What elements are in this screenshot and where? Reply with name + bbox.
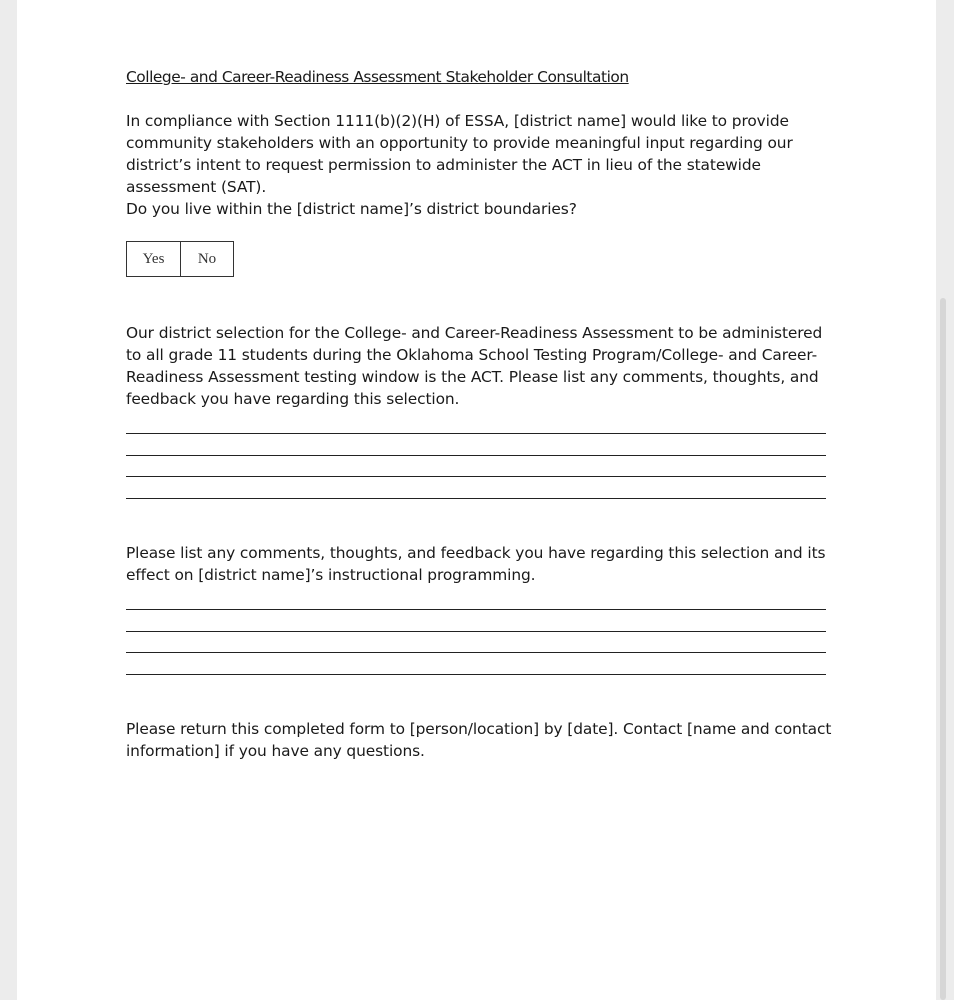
- no-option[interactable]: No: [180, 241, 234, 277]
- response-line[interactable]: [126, 434, 826, 456]
- response-line[interactable]: [126, 412, 826, 434]
- effect-prompt: Please list any comments, thoughts, and feedback you have regarding this selection and its effect on [district name]’s instructional programming.: [126, 544, 826, 584]
- yes-option[interactable]: Yes: [126, 241, 181, 277]
- response-line[interactable]: [126, 477, 826, 499]
- boundary-question: Do you live within the [district name]’s district boundaries?: [126, 200, 577, 218]
- selection-response-lines: [126, 412, 826, 499]
- return-instructions: Please return this completed form to [person/location] by [date]. Contact [name and contact information] if you have any questions.: [126, 720, 832, 760]
- effect-response-lines: [126, 588, 826, 675]
- response-line[interactable]: [126, 653, 826, 675]
- scrollbar-thumb[interactable]: [940, 298, 946, 1000]
- vertical-scrollbar[interactable]: [938, 0, 948, 1000]
- selection-prompt: Our district selection for the College- and Career-Readiness Assessment to be administered to all grade 11 students during the Oklahoma School Testing Program/College- and Career-Readiness Assessment testing window is the ACT. Please list any comments, thoughts, and feedback you have regarding this selection.: [126, 324, 823, 408]
- yes-no-table: [126, 241, 234, 277]
- response-line[interactable]: [126, 588, 826, 610]
- document-title: College- and Career-Readiness Assessment Stakeholder Consultation: [126, 68, 629, 86]
- intro-paragraph: In compliance with Section 1111(b)(2)(H) of ESSA, [district name] would like to provide community stakeholders with an opportunity to provide meaningful input regarding our district’s intent to request permission to administer the ACT in lieu of the statewide assessment (SAT).: [126, 112, 793, 196]
- document-content: [126, 66, 832, 760]
- response-line[interactable]: [126, 456, 826, 478]
- response-line[interactable]: [126, 632, 826, 654]
- document-page: [17, 0, 936, 1000]
- response-line[interactable]: [126, 610, 826, 632]
